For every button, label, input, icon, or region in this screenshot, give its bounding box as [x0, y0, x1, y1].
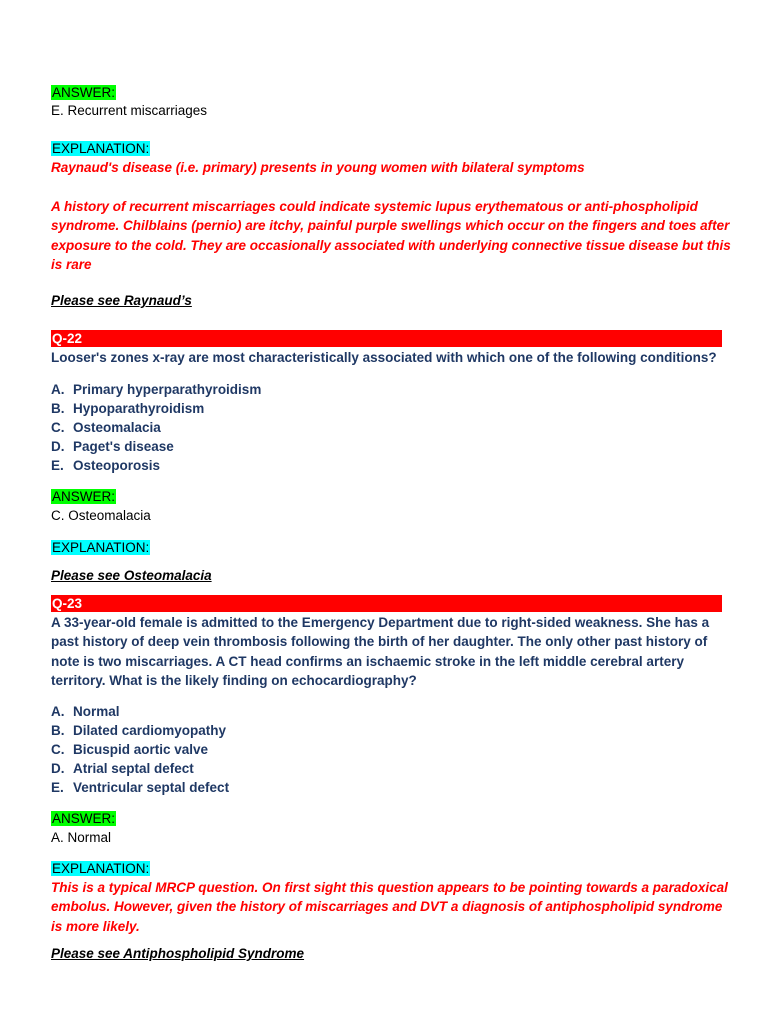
explanation-text: Raynaud's disease (i.e. primary) presents in young women with bilateral symptoms	[51, 160, 585, 175]
option-e[interactable]: E. Osteoporosis	[51, 458, 161, 473]
option-c[interactable]: C. Bicuspid aortic valve	[51, 742, 209, 757]
question-text: A 33-year-old female is admitted to the Emergency Department due to right-sided weakness. She has a past history of deep vein thrombosis following the birth of her daughter. The only other past history of note is two miscarriages. A CT head confirms an ischaemic stroke in the left middle cerebral artery territory. What is the likely finding on echocardiography?	[51, 615, 710, 688]
explanation-label: EXPLANATION:	[52, 540, 150, 555]
answer-value: A. Normal	[51, 830, 112, 845]
answer-label: ANSWER:	[52, 85, 116, 100]
answer-label: ANSWER:	[52, 811, 116, 826]
option-a[interactable]: A. Normal	[51, 704, 120, 719]
explanation-heading	[51, 140, 150, 158]
question-header: Q-22	[51, 330, 722, 347]
explanation-paragraph: This is a typical MRCP question. On first sight this question appears to be pointing towards a paradoxical embolus. However, given the history of miscarriages and DVT a diagnosis of antiphospholipid syndrome is more likely.	[51, 880, 728, 934]
option-a[interactable]: A. Primary hyperparathyroidism	[51, 382, 262, 397]
answer-heading	[51, 488, 116, 506]
option-d[interactable]: D. Paget's disease	[51, 439, 174, 454]
option-d[interactable]: D. Atrial septal defect	[51, 761, 194, 776]
see-also-link[interactable]: Please see Antiphospholipid Syndrome	[51, 946, 305, 961]
see-also-link[interactable]: Please see Raynaud’s	[51, 293, 192, 308]
question-header: Q-23	[51, 595, 722, 612]
explanation-label: EXPLANATION:	[52, 861, 150, 876]
option-b[interactable]: B. Hypoparathyroidism	[51, 401, 205, 416]
explanation-heading	[51, 860, 150, 878]
question-text: Looser's zones x-ray are most characteristically associated with which one of the following conditions?	[51, 350, 717, 365]
option-e[interactable]: E. Ventricular septal defect	[51, 780, 230, 795]
answer-value: E. Recurrent miscarriages	[51, 103, 208, 118]
explanation-paragraph: A history of recurrent miscarriages could indicate systemic lupus erythematous or anti-phospholipid syndrome. Chilblains (pernio) are itchy, painful purple swellings which occur on the fingers and toes after exposure to the cold. They are occasionally associated with underlying connective tissue disease but this is rare	[51, 199, 731, 272]
explanation-heading	[51, 539, 150, 557]
answer-heading	[51, 810, 116, 828]
see-also-link[interactable]: Please see Osteomalacia	[51, 568, 212, 583]
answer-value: C. Osteomalacia	[51, 508, 151, 523]
answer-heading	[51, 84, 116, 102]
explanation-label: EXPLANATION:	[52, 141, 150, 156]
option-c[interactable]: C. Osteomalacia	[51, 420, 161, 435]
option-b[interactable]: B. Dilated cardiomyopathy	[51, 723, 227, 738]
answer-label: ANSWER:	[52, 489, 116, 504]
